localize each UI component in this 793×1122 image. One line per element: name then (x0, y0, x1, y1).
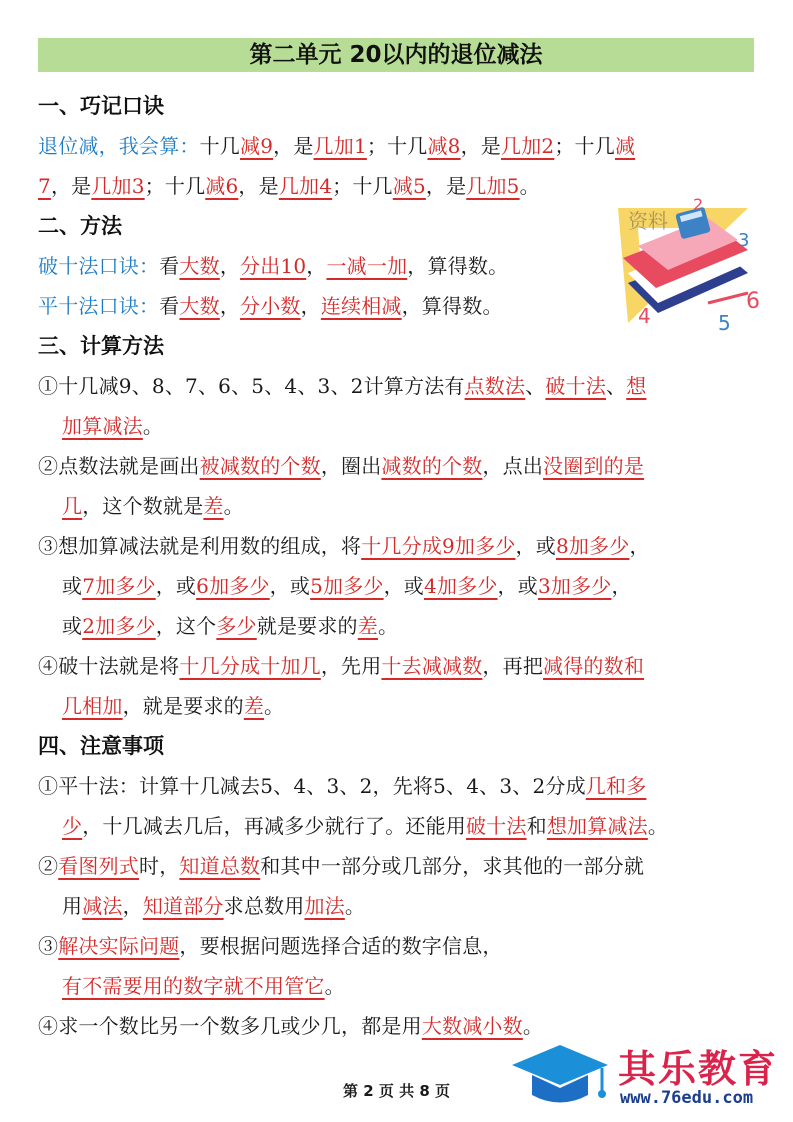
note-2b: 用减法，知道部分求总数用加法。 (62, 894, 366, 918)
section-heading-methods: 二、方法 (38, 214, 122, 238)
graduation-cap-icon (510, 1040, 610, 1110)
svg-text:6: 6 (746, 289, 760, 314)
calc-point-3a: ③想加算减法就是利用数的组成，将十几分成9加多少，或8加多少， (38, 534, 650, 558)
brand-url[interactable]: www.76edu.com (620, 1088, 754, 1108)
calc-point-3c: 或2加多少，这个多少就是要求的差。 (62, 614, 399, 638)
calc-point-1a: ①十几减9、8、7、6、5、4、3、2计算方法有点数法、破十法、想 (38, 374, 647, 398)
svg-text:4: 4 (638, 304, 651, 328)
mnemonic-line-1: 退位减，我会算：十几减9，是几加1；十几减8，是几加2；十几减 (38, 134, 636, 158)
calc-point-2a: ②点数法就是画出被减数的个数，圈出减数的个数，点出没圈到的是 (38, 454, 645, 478)
svg-text:3: 3 (738, 230, 750, 251)
page-title: 第二单元 20以内的退位减法 (38, 38, 754, 72)
calc-point-4b: 几相加，就是要求的差。 (62, 694, 285, 718)
note-1a: ①平十法：计算十几减去5、4、3、2，先将5、4、3、2分成几和多 (38, 774, 647, 798)
svg-text:5: 5 (718, 311, 731, 335)
brand-logo (510, 1030, 790, 1115)
note-1b: 少，十几减去几后，再减多少就行了。还能用破十法和想加算减法。 (62, 814, 669, 838)
svg-text:资料: 资料 (628, 209, 668, 233)
break-ten-mnemonic: 破十法口诀：看大数，分出10，一减一加，算得数。 (38, 254, 509, 278)
calc-point-2b: 几，这个数就是差。 (62, 494, 244, 518)
page-number: 第 2 页 共 8 页 (343, 1082, 450, 1100)
calc-point-3b: 或7加多少，或6加多少，或5加多少，或4加多少，或3加多少， (62, 574, 632, 598)
note-2a: ②看图列式时，知道总数和其中一部分或几部分，求其他的一部分就 (38, 854, 645, 878)
calc-point-1b: 加算减法。 (62, 414, 164, 438)
note-4: ④求一个数比另一个数多几或少几，都是用大数减小数。 (38, 1014, 544, 1038)
calc-point-4a: ④破十法就是将十几分成十加几，先用十去减减数，再把减得的数和 (38, 654, 645, 678)
note-3a: ③解决实际问题，要根据问题选择合适的数字信息， (38, 934, 503, 958)
mnemonic-line-2: 7，是几加3；十几减6，是几加4；十几减5，是几加5。 (38, 174, 540, 198)
section-heading-mnemonic: 一、巧记口诀 (38, 94, 164, 118)
svg-text:2: 2 (693, 195, 704, 214)
note-3b: 有不需要用的数字就不用管它。 (62, 974, 345, 998)
section-heading-notes: 四、注意事项 (38, 734, 164, 758)
flat-ten-mnemonic: 平十法口诀：看大数，分小数，连续相减，算得数。 (38, 294, 503, 318)
section-heading-calculation: 三、计算方法 (38, 334, 164, 358)
brand-name: 其乐教育 (618, 1047, 779, 1091)
books-calculator-illustration (598, 188, 768, 338)
